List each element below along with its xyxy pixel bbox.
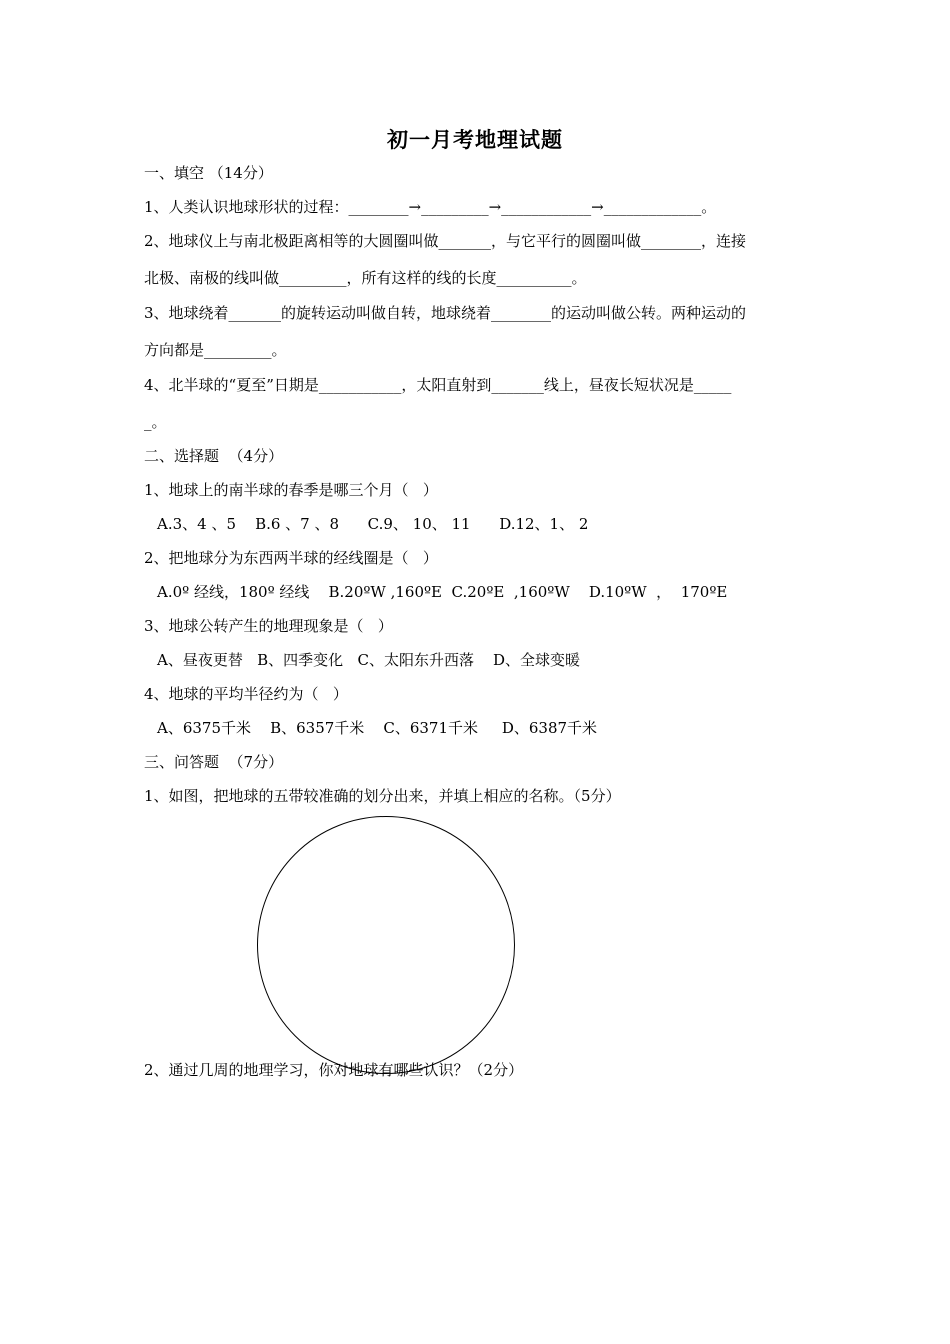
choice-question-2: 2、把地球分为东西两半球的经线圈是（ ） (144, 549, 438, 567)
fill-question-4-line-2: _。 (144, 413, 167, 431)
section-3-heading: 三、问答题 （7分） (144, 753, 284, 771)
choice-question-1: 1、地球上的南半球的春季是哪三个月（ ） (144, 481, 438, 499)
essay-question-2: 2、通过几周的地理学习，你对地球有哪些认识？（2分） (144, 1061, 524, 1079)
fill-question-1: 1、人类认识地球形状的过程：________→_________→____________→_____________。 (144, 198, 717, 216)
fill-question-2-line-1: 2、地球仪上与南北极距离相等的大圆圈叫做_______，与它平行的圆圈叫做________，连接 (144, 232, 747, 250)
section-2-heading: 二、选择题 （4分） (144, 447, 284, 465)
exam-title: 初一月考地理试题 (387, 127, 563, 152)
fill-question-3-line-1: 3、地球绕着_______的旋转运动叫做自转，地球绕着________的运动叫做公转。两种运动的 (144, 304, 747, 322)
choice-question-4: 4、地球的平均半径约为（ ） (144, 685, 348, 703)
fill-question-4-line-1: 4、北半球的“夏至”日期是___________，太阳直射到_______线上，昼夜长短状况是_____ (144, 376, 732, 394)
choice-question-4-options: A、6375千米 B、6357千米 C、6371千米 D、6387千米 (157, 719, 598, 737)
fill-question-2-line-2: 北极、南极的线叫做_________，所有这样的线的长度__________。 (144, 269, 587, 287)
choice-question-3: 3、地球公转产生的地理现象是（ ） (144, 617, 393, 635)
fill-question-3-line-2: 方向都是_________。 (144, 341, 287, 359)
essay-question-1: 1、如图，把地球的五带较准确的划分出来，并填上相应的名称。（5分） (144, 787, 621, 805)
section-1-heading: 一、填空 （14分） (144, 164, 273, 182)
choice-question-1-options: A.3、4 、5 B.6 、7 、8 C.9、 10、 11 D.12、1、 2 (157, 515, 589, 533)
choice-question-2-options: A.0º 经线，180º 经线 B.20ºW ,160ºE C.20ºE ,160ºW D.10ºW ， 170ºE (157, 583, 728, 601)
choice-question-3-options: A、昼夜更替 B、四季变化 C、太阳东升西落 D、全球变暖 (157, 651, 581, 669)
earth-circle-diagram (257, 816, 515, 1074)
